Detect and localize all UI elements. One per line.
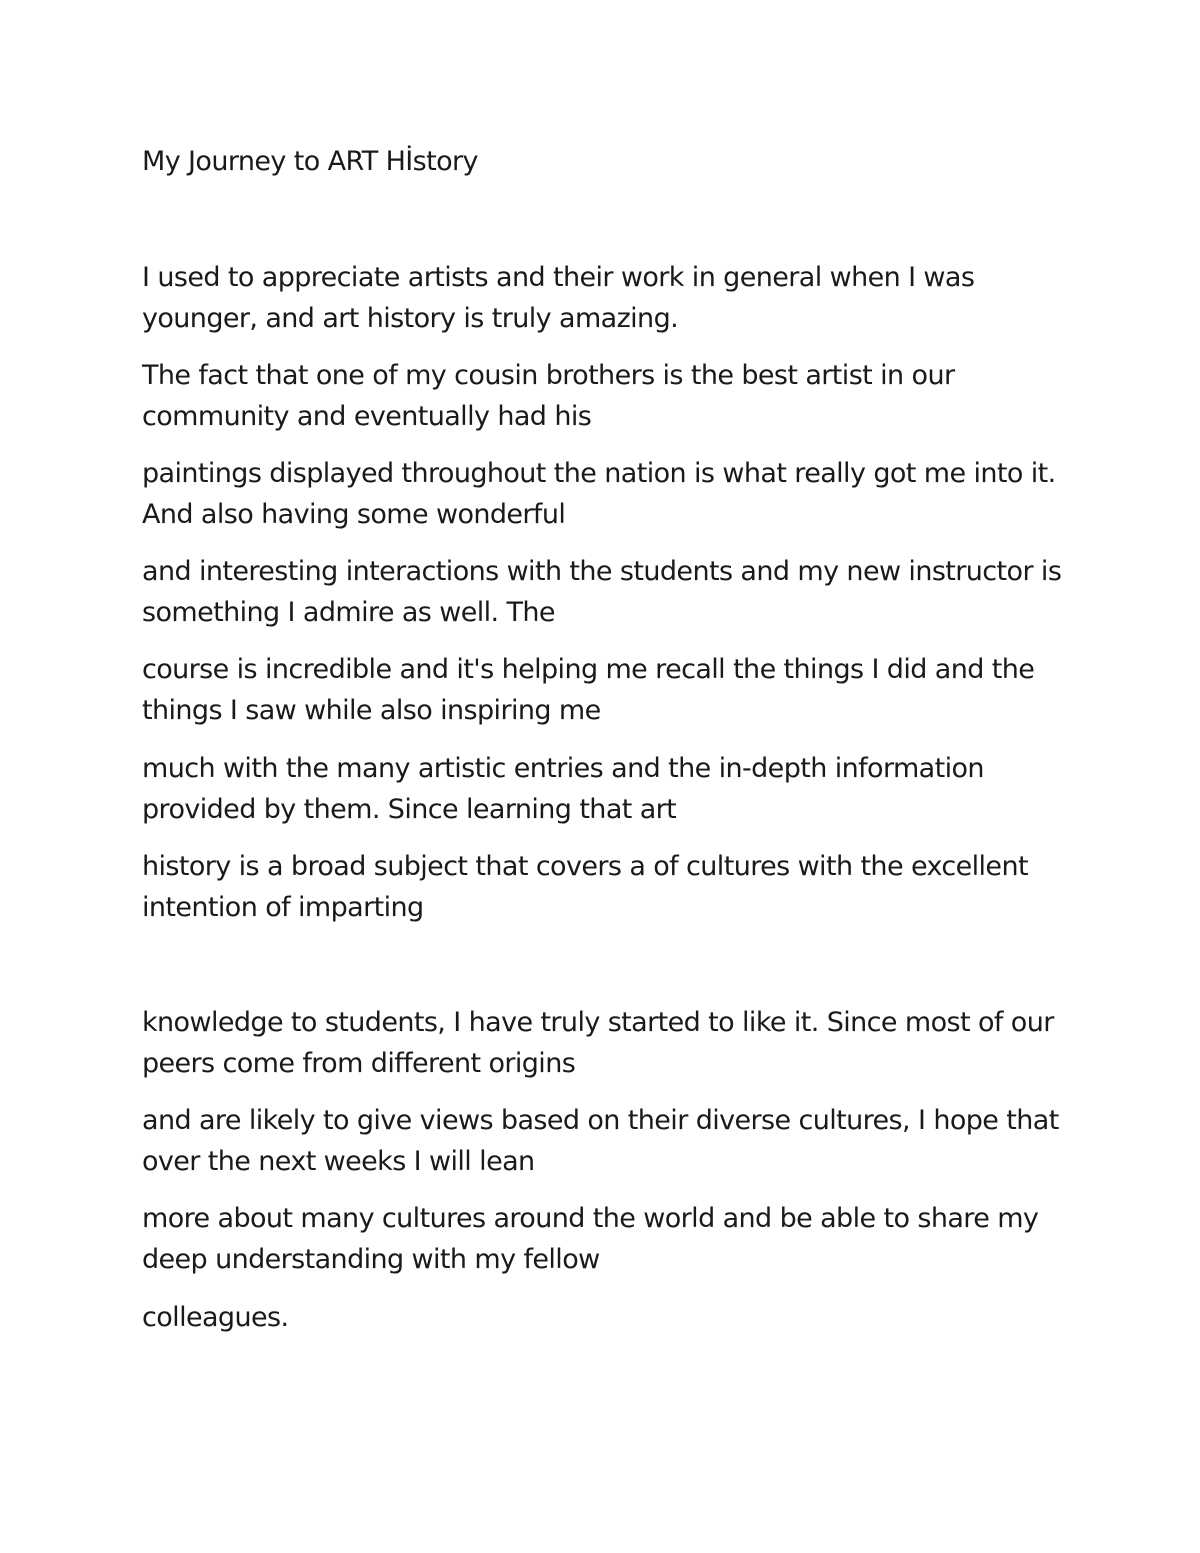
paragraph-line: The fact that one of my cousin brothers is the best artist in our	[142, 360, 955, 391]
paragraph-line: paintings displayed throughout the nation is what really got me into it.	[142, 458, 1056, 489]
paragraph-line: community and eventually had his	[142, 401, 592, 432]
paragraph	[142, 748, 1072, 830]
paragraph-line: intention of imparting	[142, 892, 424, 923]
paragraph-line: much with the many artistic entries and the in-depth information	[142, 753, 984, 784]
paragraph	[142, 453, 1072, 535]
paragraph	[142, 1100, 1072, 1182]
paragraph-line: course is incredible and it's helping me recall the things I did and the	[142, 654, 1035, 685]
paragraph-line: colleagues.	[142, 1302, 289, 1333]
paragraph-line: younger, and art history is truly amazing.	[142, 303, 679, 334]
paragraph	[142, 846, 1072, 928]
paragraph	[142, 1002, 1072, 1084]
paragraph-line: over the next weeks I will lean	[142, 1146, 535, 1177]
document-title: My Journey to ART Hİstory	[142, 146, 478, 177]
paragraph	[142, 551, 1072, 633]
paragraph-line: deep understanding with my fellow	[142, 1244, 600, 1275]
paragraph	[142, 1198, 1072, 1280]
paragraph-line: I used to appreciate artists and their work in general when I was	[142, 262, 975, 293]
paragraph-line: knowledge to students, I have truly started to like it. Since most of our	[142, 1007, 1054, 1038]
paragraph-line: And also having some wonderful	[142, 499, 566, 530]
paragraph-line: history is a broad subject that covers a of cultures with the excellent	[142, 851, 1028, 882]
paragraph	[142, 355, 1072, 437]
paragraph-line: more about many cultures around the world and be able to share my	[142, 1203, 1039, 1234]
paragraph	[142, 257, 1072, 339]
paragraph	[142, 649, 1072, 731]
paragraph-line: things I saw while also inspiring me	[142, 695, 601, 726]
paragraph	[142, 1297, 1072, 1338]
paragraph-line: and interesting interactions with the students and my new instructor is	[142, 556, 1062, 587]
paragraph-line: provided by them. Since learning that art	[142, 794, 677, 825]
paragraph-line: peers come from different origins	[142, 1048, 576, 1079]
paragraph-line: and are likely to give views based on their diverse cultures, I hope that	[142, 1105, 1059, 1136]
paragraph-line: something I admire as well. The	[142, 597, 555, 628]
